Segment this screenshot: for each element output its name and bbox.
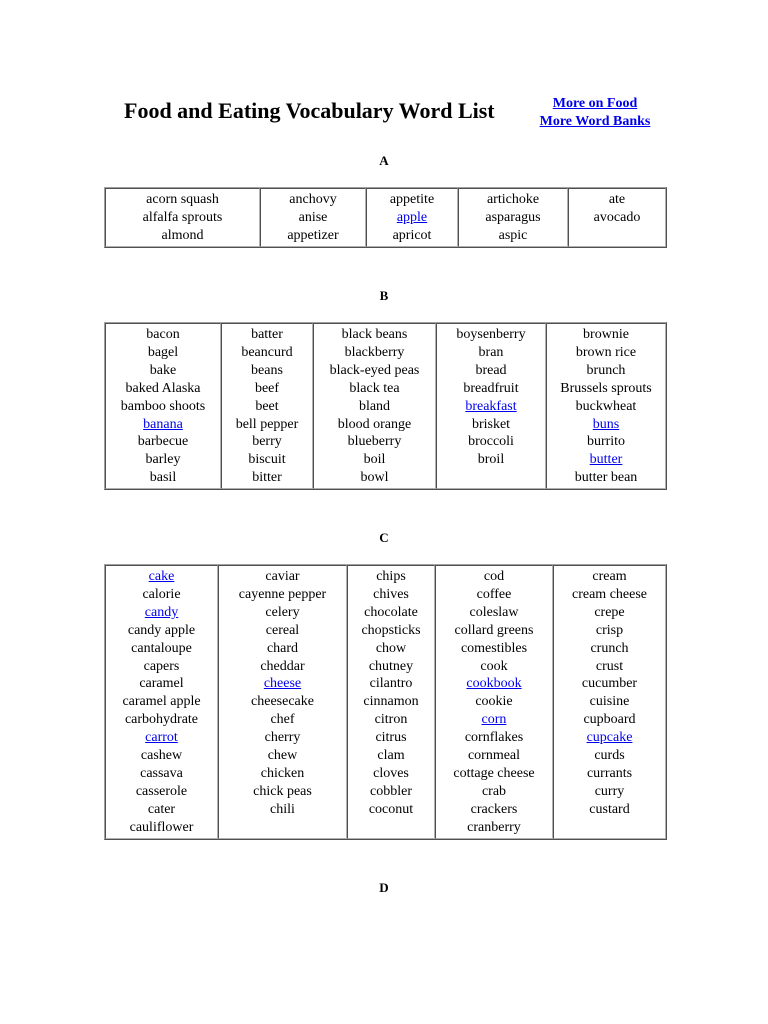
word-item: curry bbox=[594, 783, 625, 799]
word-item: boil bbox=[363, 452, 386, 468]
word-item: basil bbox=[149, 470, 177, 486]
word-item: aspic bbox=[498, 227, 528, 243]
word-item: cuisine bbox=[589, 694, 630, 710]
word-item: cheesecake bbox=[251, 694, 314, 710]
word-item: blackberry bbox=[344, 344, 405, 360]
word-item: crust bbox=[595, 658, 624, 674]
more-word-banks-link[interactable]: More Word Banks bbox=[539, 114, 651, 129]
word-link[interactable]: cookbook bbox=[466, 676, 522, 692]
word-item: buckwheat bbox=[575, 398, 637, 414]
word-item: currants bbox=[586, 765, 633, 781]
word-link[interactable]: cupcake bbox=[586, 730, 633, 746]
word-item: cereal bbox=[265, 622, 300, 638]
word-item: cashew bbox=[140, 748, 183, 764]
word-item: beancurd bbox=[241, 344, 293, 360]
word-item: caviar bbox=[265, 569, 300, 584]
word-item: comestibles bbox=[460, 640, 528, 656]
word-item: blood orange bbox=[337, 416, 412, 432]
word-item: bake bbox=[149, 362, 177, 378]
word-item: beef bbox=[254, 380, 280, 396]
word-item: bagel bbox=[147, 344, 179, 360]
word-link[interactable]: corn bbox=[481, 712, 507, 728]
word-item: celery bbox=[265, 604, 300, 620]
word-item: cookie bbox=[475, 694, 513, 710]
word-item: blueberry bbox=[347, 434, 402, 450]
top-links bbox=[532, 95, 658, 131]
word-item: cantaloupe bbox=[131, 640, 192, 656]
word-item: cayenne pepper bbox=[238, 586, 327, 602]
word-item: chocolate bbox=[364, 604, 418, 620]
word-table-a bbox=[104, 187, 667, 248]
word-item: barley bbox=[145, 452, 181, 468]
word-item: brown rice bbox=[575, 344, 637, 360]
page-title: Food and Eating Vocabulary Word List bbox=[124, 98, 495, 123]
word-item: cucumber bbox=[581, 676, 638, 692]
word-item: coleslaw bbox=[469, 604, 519, 620]
word-item: almond bbox=[161, 227, 204, 243]
word-column bbox=[436, 323, 546, 489]
word-item: Brussels sprouts bbox=[560, 380, 652, 396]
word-item: cornmeal bbox=[467, 748, 521, 764]
word-item: black beans bbox=[341, 327, 408, 342]
word-item: casserole bbox=[135, 783, 188, 799]
word-item: artichoke bbox=[486, 192, 540, 207]
word-table-c bbox=[104, 564, 667, 840]
word-item: cottage cheese bbox=[453, 765, 535, 781]
word-item: beans bbox=[251, 362, 283, 378]
word-item: curds bbox=[594, 748, 625, 764]
word-item: bell pepper bbox=[235, 416, 299, 432]
word-item: bland bbox=[358, 398, 391, 414]
word-item: chili bbox=[270, 801, 295, 817]
word-item: asparagus bbox=[485, 209, 541, 225]
word-column bbox=[568, 188, 666, 247]
word-item: carbohydrate bbox=[124, 712, 199, 728]
word-item: chick peas bbox=[253, 783, 312, 799]
word-item: custard bbox=[589, 801, 630, 817]
word-item: cornflakes bbox=[464, 730, 524, 746]
word-column bbox=[105, 323, 221, 489]
word-item: butter bean bbox=[574, 470, 638, 486]
word-link[interactable]: apple bbox=[396, 209, 428, 225]
word-item: cater bbox=[147, 801, 176, 817]
word-item: breadfruit bbox=[463, 380, 519, 396]
word-item: citron bbox=[374, 712, 408, 728]
word-table-b bbox=[104, 322, 667, 490]
word-item: cauliflower bbox=[129, 819, 194, 835]
word-item: coffee bbox=[476, 586, 512, 602]
word-item: bamboo shoots bbox=[120, 398, 206, 414]
table-row bbox=[105, 565, 666, 839]
word-column bbox=[546, 323, 666, 489]
word-item: appetite bbox=[389, 192, 435, 207]
word-item: chives bbox=[373, 586, 409, 602]
word-item: bacon bbox=[146, 327, 180, 342]
word-item: cherry bbox=[264, 730, 301, 746]
word-item: appetizer bbox=[287, 227, 339, 243]
word-item: biscuit bbox=[248, 452, 286, 468]
word-item: broccoli bbox=[468, 434, 514, 450]
word-link[interactable]: buns bbox=[592, 416, 620, 432]
word-item: anchovy bbox=[289, 192, 337, 207]
word-item: cinnamon bbox=[363, 694, 419, 710]
word-item: brunch bbox=[586, 362, 626, 378]
word-item: ate bbox=[608, 192, 626, 207]
word-item: bowl bbox=[360, 470, 389, 486]
word-item: cod bbox=[483, 569, 505, 584]
word-column bbox=[553, 565, 666, 839]
word-item: cobbler bbox=[370, 783, 412, 799]
word-item: batter bbox=[251, 327, 283, 342]
word-item: crunch bbox=[590, 640, 629, 656]
word-item: cloves bbox=[373, 765, 409, 781]
word-item: crepe bbox=[594, 604, 625, 620]
word-item: chopsticks bbox=[361, 622, 421, 638]
word-column bbox=[347, 565, 435, 839]
word-item: boysenberry bbox=[456, 327, 526, 342]
word-item: apricot bbox=[392, 227, 432, 243]
word-item: cranberry bbox=[467, 819, 521, 835]
word-item: cheddar bbox=[260, 658, 305, 674]
word-item: coconut bbox=[368, 801, 414, 817]
word-item: cassava bbox=[140, 765, 183, 781]
word-item: avocado bbox=[593, 209, 641, 225]
word-link[interactable]: cheese bbox=[263, 676, 302, 692]
word-column bbox=[435, 565, 553, 839]
word-link[interactable]: butter bbox=[589, 452, 623, 468]
word-item: barbecue bbox=[137, 434, 189, 450]
word-item: berry bbox=[252, 434, 282, 450]
word-item: chutney bbox=[368, 658, 414, 674]
section-heading-c: C bbox=[379, 530, 389, 545]
word-column bbox=[218, 565, 347, 839]
word-column bbox=[366, 188, 458, 247]
section-heading-b: B bbox=[379, 288, 389, 303]
more-on-food-link[interactable]: More on Food bbox=[552, 96, 638, 111]
word-item: beet bbox=[255, 398, 279, 414]
word-item: capers bbox=[143, 658, 180, 674]
word-item: crisp bbox=[595, 622, 624, 638]
table-row bbox=[105, 323, 666, 489]
word-item: cream bbox=[592, 569, 627, 584]
section-heading-a: A bbox=[379, 153, 389, 168]
word-item: chicken bbox=[260, 765, 305, 781]
word-item: cook bbox=[480, 658, 508, 674]
word-item: chef bbox=[270, 712, 295, 728]
word-item: crab bbox=[481, 783, 507, 799]
word-item: calorie bbox=[142, 586, 181, 602]
word-item: chow bbox=[375, 640, 407, 656]
word-item: collard greens bbox=[454, 622, 534, 638]
word-item: bran bbox=[478, 344, 504, 360]
word-item: brownie bbox=[583, 327, 629, 342]
word-item: acorn squash bbox=[146, 192, 219, 207]
word-item: chew bbox=[267, 748, 298, 764]
word-item: brisket bbox=[471, 416, 511, 432]
word-column bbox=[105, 565, 218, 839]
word-column bbox=[105, 188, 260, 247]
word-link[interactable]: candy bbox=[144, 604, 179, 620]
word-link[interactable]: breakfast bbox=[465, 398, 517, 414]
table-row bbox=[105, 188, 666, 247]
word-item: alfalfa sprouts bbox=[142, 209, 223, 225]
word-link[interactable]: cake bbox=[148, 569, 175, 584]
word-item: caramel bbox=[139, 676, 184, 692]
word-item: bread bbox=[475, 362, 507, 378]
word-column bbox=[221, 323, 313, 489]
word-item: chips bbox=[376, 569, 406, 584]
word-item: cupboard bbox=[583, 712, 636, 728]
word-column bbox=[260, 188, 366, 247]
word-item: black tea bbox=[349, 380, 400, 396]
word-column bbox=[313, 323, 436, 489]
word-item: candy apple bbox=[127, 622, 196, 638]
word-item: baked Alaska bbox=[125, 380, 201, 396]
word-item: bitter bbox=[252, 470, 282, 486]
word-item: black-eyed peas bbox=[329, 362, 420, 378]
word-item: caramel apple bbox=[122, 694, 201, 710]
word-link[interactable]: carrot bbox=[145, 730, 178, 746]
word-item: clam bbox=[377, 748, 405, 764]
word-item: cilantro bbox=[369, 676, 413, 692]
section-heading-d: D bbox=[379, 880, 389, 895]
word-item: anise bbox=[298, 209, 328, 225]
word-item: citrus bbox=[375, 730, 407, 746]
word-column bbox=[458, 188, 568, 247]
word-item: chard bbox=[266, 640, 299, 656]
word-item: burrito bbox=[586, 434, 626, 450]
word-link[interactable]: banana bbox=[143, 416, 183, 432]
word-item: broil bbox=[477, 452, 505, 468]
word-item: crackers bbox=[470, 801, 518, 817]
word-item: cream cheese bbox=[572, 586, 647, 602]
